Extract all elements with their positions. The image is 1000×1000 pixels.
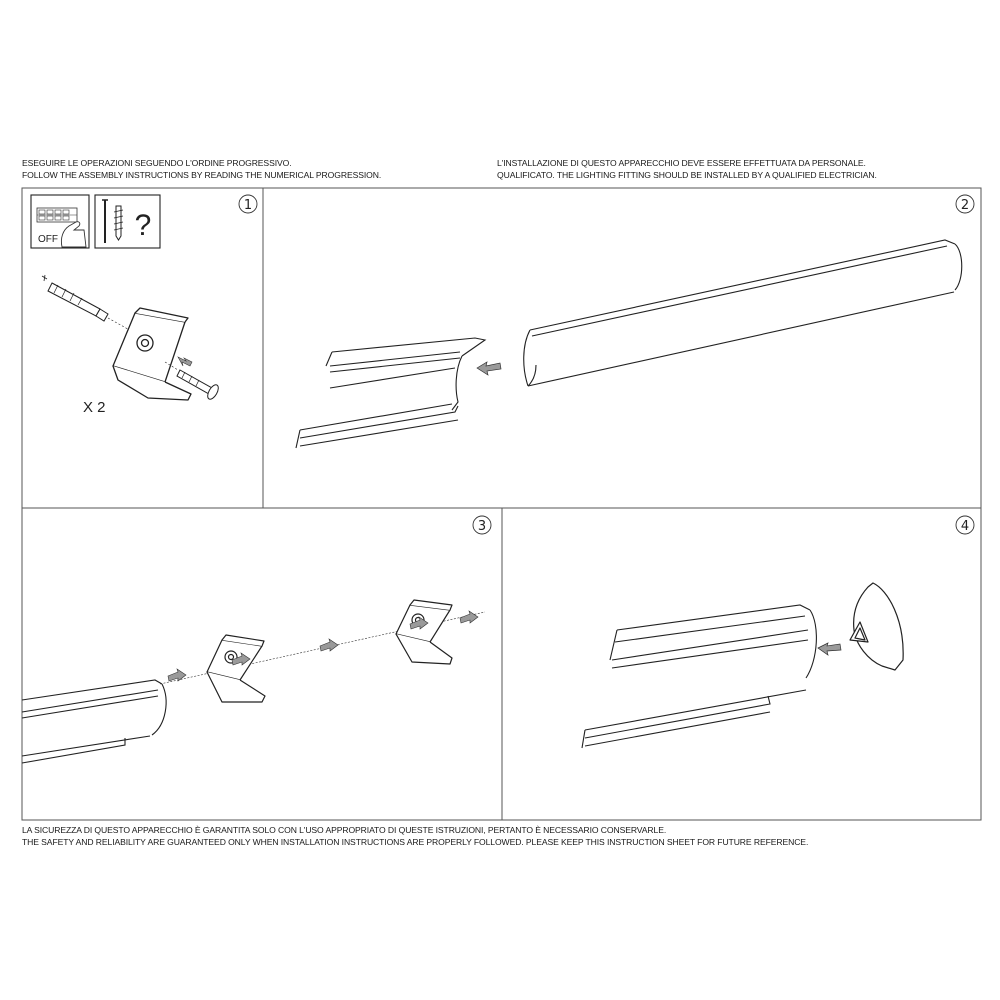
header-left-line2: FOLLOW THE ASSEMBLY INSTRUCTIONS BY READING THE NUMERICAL PROGRESSION. [22, 170, 382, 180]
direction-arrow-icon [477, 362, 501, 375]
mounting-bracket-drawing [113, 308, 191, 400]
lamp-profile-drawing [296, 338, 485, 448]
footer-line2: THE SAFETY AND RELIABILITY ARE GUARANTEED ONLY WHEN INSTALLATION INSTRUCTIONS ARE PROPERLY FOLLOWED. PLEASE KEEP THIS INSTRUCTION SHEET FOR FUTURE REFERENCE. [22, 837, 809, 847]
question-icon: ? [134, 209, 152, 242]
step-3-panel [22, 516, 491, 763]
step-2-number: 2 [960, 198, 970, 213]
footer-line1: LA SICUREZZA DI QUESTO APPARECCHIO È GARANTITA SOLO CON L'USO APPROPRIATO DI QUESTE ISTRUZIONI, PERTANTO È NECESSARIO CONSERVARLE. [22, 825, 667, 835]
end-cap-drawing [850, 583, 903, 670]
direction-arrow-icon [178, 357, 192, 366]
header-left-line1: ESEGUIRE LE OPERAZIONI SEGUENDO L'ORDINE PROGRESSIVO. [22, 158, 292, 168]
switch-off-icon [31, 195, 89, 248]
diffuser-drawing [524, 240, 962, 386]
quantity-label: X 2 [83, 399, 106, 416]
step-4-panel [582, 516, 974, 748]
step-3-number: 3 [477, 519, 487, 534]
mounting-bracket-drawing [207, 600, 452, 702]
step-4-number: 4 [960, 519, 970, 534]
step-2-panel [296, 195, 974, 448]
panel-frame [22, 188, 981, 820]
direction-arrow-icon [818, 643, 841, 655]
lamp-profile-drawing [22, 680, 166, 763]
off-label: OFF [38, 234, 58, 245]
step-1-number: 1 [243, 198, 253, 213]
footer-safety-notice [22, 824, 808, 848]
header-right-line1: L'INSTALLAZIONE DI QUESTO APPARECCHIO DEVE ESSERE EFFETTUATA DA PERSONALE. [497, 158, 866, 168]
wall-anchor-drawing [42, 275, 135, 333]
step-1-panel [31, 195, 257, 416]
header-right-line2: QUALIFICATO. THE LIGHTING FITTING SHOULD BE INSTALLED BY A QUALIFIED ELECTRICIAN. [497, 170, 877, 180]
lamp-profile-drawing [582, 605, 816, 748]
